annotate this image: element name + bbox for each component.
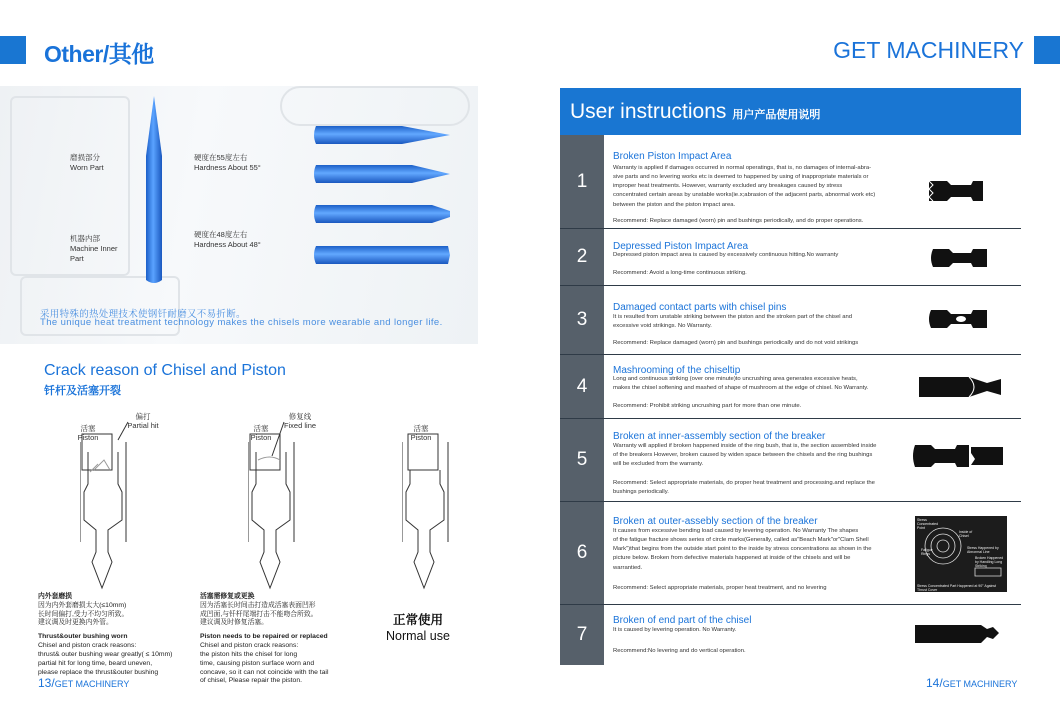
row-desc-line: Warranty is applied if damages occurred in normal operatings, that is, no damages of internal-abra- [613, 165, 872, 171]
heat-treatment-caption-cn: 采用特殊的热处理技术使钢钎耐磨又不易折断。 [40, 309, 246, 320]
row-desc-line: warrantied. [613, 564, 643, 571]
row-title: Broken at inner-assembly section of the breaker [613, 431, 826, 442]
row-recommendation: Recommend:No levering and do vertical operation. [613, 648, 746, 654]
note-en-title: Piston needs to be repaired or replaced [200, 633, 328, 641]
note-en-line: partial hit for long time, beard uneven, [38, 659, 153, 667]
inset-label: Stress Concentrated Point [917, 518, 939, 531]
chisel-image-flat [312, 201, 452, 227]
tag-en: Piston [77, 433, 99, 442]
piston-tag [404, 424, 438, 442]
instruction-row-2 [560, 229, 1021, 286]
crack-diagram-partial-hit [77, 412, 160, 597]
instruction-row-7 [560, 605, 1021, 665]
footer-brand: GET MACHINERY [942, 679, 1018, 689]
note-en-line: thrust& outer bushing wear greatly( ≤ 10mm) [38, 650, 173, 658]
row-desc-line: Long and continuous striking (over one minute)to uncrushing area generates excessive heats, [613, 376, 858, 382]
row-desc-line: will be excluded from the warranty. [613, 461, 704, 468]
footer-brand: GET MACHINERY [54, 679, 130, 689]
tag-en: Partial hit [127, 421, 159, 430]
inset-label: Stress Happened by Abnormal Line [967, 546, 999, 555]
heat-treatment-caption-en: The unique heat treatment technology makes the chisels more wearable and longer life. [40, 317, 443, 328]
row-desc-line: Mark")that begins from the outside start point to the inside by stress concentrations as shown in the [613, 546, 872, 553]
label-cn: 硬度在55度左右 [194, 153, 248, 162]
panel-title-cn: 用户产品使用说明 [732, 109, 821, 121]
row-desc-line: It is caused by levering operation. No Warranty. [613, 627, 737, 633]
callout-tag [278, 412, 322, 430]
row-desc-line: concentrated certain areas by unstable works(ie.x;abrasion of the adjacent parts, abnormal work etc) [613, 192, 876, 199]
crack-diagram-normal [402, 412, 482, 597]
note-en-line: please replace the thrust&outer bushing [38, 668, 159, 676]
note-piston-repair [200, 593, 360, 686]
row-number: 4 [560, 355, 604, 418]
tag-cn: 修复线 [288, 412, 312, 421]
right-page-footer [926, 676, 1017, 690]
row-title: Mashrooming of the chiseltip [613, 365, 741, 376]
label-en: Machine Inner Part [70, 244, 118, 264]
label-cn: 磨损部分 [70, 153, 100, 162]
normal-use-label [386, 613, 450, 644]
piston-tag [68, 424, 108, 442]
row-recommendation: Recommend: Select appropriate materials, proper heat treatment, and no levering [613, 585, 827, 591]
depressed-piston-icon [927, 243, 1007, 273]
note-cn-title: 内外套磨损 [38, 593, 72, 600]
note-thrust-bushing-worn [38, 593, 188, 677]
row-desc-line: It causes from excessive bending load caused by levering operation. No Warranty The shapes [613, 528, 859, 534]
label-hardness-55 [194, 153, 261, 173]
label-en: Hardness About 55° [194, 163, 261, 173]
normal-use-cn: 正常使用 [392, 613, 443, 627]
note-cn-line: 成凹面,与钎杆尾端打击不能吻合所致。 [200, 610, 318, 618]
row-number: 5 [560, 419, 604, 501]
row-desc-line: improper heat treatments. However, warranty excluded any breakages caused by stress [613, 183, 843, 190]
row-desc-line: makes the chisel softening and mashed of shape of mushroom at the edge of chisel. No Warranty. [613, 385, 869, 392]
chisel-image-moil [312, 122, 452, 148]
inset-label: Fatigue Rings [921, 548, 933, 557]
row-desc-line: Depressed piston impact area is caused by excessively continuous hitting.No warranty [613, 252, 839, 258]
left-page-tab [0, 36, 26, 64]
chisel-image-conical [312, 161, 452, 187]
row-desc-line: It is resulted from unstable striking between the piston and the stroken part of the chisel and [613, 314, 853, 320]
right-page-header: GET MACHINERY [833, 37, 1024, 63]
label-en: Worn Part [70, 163, 104, 173]
tag-cn: 活塞 [253, 424, 269, 433]
crack-section-subtitle: 钎杆及活塞开裂 [44, 385, 121, 397]
tag-en: Piston [250, 433, 272, 442]
row-recommendation: Recommend: Prohibit striking uncrushing part for more than one minute. [613, 403, 802, 409]
tall-chisel-image [134, 96, 174, 286]
row-number: 2 [560, 229, 604, 285]
instruction-row-6 [560, 502, 1021, 605]
page-number: 14/ [926, 676, 943, 690]
left-page-header: Other/其他 [44, 41, 154, 67]
row-desc-line: of the fatigue fracture shows series of circle marks(Generally, called as"Beach Mark"or"Clam Shell [613, 537, 869, 544]
row-recommendation: Recommend: Replace damaged (worn) pin and bushings periodically and do not void strikings [613, 340, 859, 346]
row-title: Broken at outer-assebly section of the breaker [613, 516, 818, 527]
panel-title-bar [560, 88, 1021, 135]
note-cn-line: 建议调及时更换内外管。 [38, 619, 113, 627]
row-desc-line: Warranty will applied if broken happened inside of the ring bush, that is, the section assembled inside [613, 443, 877, 449]
note-en-title: Thrust&outer bushing worn [38, 633, 128, 641]
mushroomed-chiseltip-icon [911, 371, 1007, 403]
crack-section-title: Crack reason of Chisel and Piston [44, 362, 286, 379]
row-desc-line: picture below. Broken from defective materials happened at inside of the chisels and will be [613, 555, 851, 562]
note-en-line: Chisel and piston crack reasons: [200, 642, 299, 650]
row-number: 3 [560, 286, 604, 354]
label-inner-part [70, 234, 128, 264]
row-title: Broken Piston Impact Area [613, 151, 732, 162]
left-page-footer [38, 676, 129, 690]
inset-label: Stress Concentrated Part Happened at 90° Against Thrust Cover [917, 584, 997, 593]
tag-cn: 活塞 [80, 424, 96, 433]
instruction-row-1 [560, 135, 1021, 229]
instruction-row-3 [560, 286, 1021, 355]
note-cn-line: 因为活塞长时间击打造成活塞表面凹形 [200, 601, 316, 609]
label-cn: 机器内部 [70, 234, 100, 243]
piston-tag [244, 424, 278, 442]
note-cn-line: 因为内外套磨损太大(≤10mm) [38, 601, 127, 609]
row-number: 6 [560, 502, 604, 604]
note-en-line: the piston hits the chisel for long [200, 650, 298, 658]
tag-cn: 偏打 [135, 412, 151, 421]
row-recommendation: Recommend: Select appropriate materials, do proper heat treatment and processing.and replace the bushings periodically. [613, 480, 875, 496]
tag-en: Piston [410, 433, 432, 442]
panel-title-en: User instructions [570, 99, 727, 123]
instruction-row-5 [560, 419, 1021, 502]
inset-label: Broken Happened by Handling Long Striking [975, 556, 1004, 569]
damaged-chisel-pin-icon [927, 304, 1007, 334]
note-en-line: of chisel, Please repair the piston. [200, 677, 303, 685]
chisel-image-blunt [312, 242, 452, 268]
row-desc-line: excessive void strikings. No Warranty. [613, 323, 712, 330]
label-en: Hardness About 48° [194, 240, 261, 250]
row-recommendation: Recommend: Avoid a long-time continuous striking. [613, 270, 747, 276]
note-cn-line: 建议调及时修复活塞。 [200, 619, 268, 627]
normal-use-en: Normal use [386, 628, 450, 643]
tag-en: Fixed line [283, 421, 317, 430]
page-number: 13/ [38, 676, 55, 690]
inset-label: Inside of Chisel [959, 530, 973, 539]
broken-piston-impact-icon [927, 175, 1007, 207]
row-title: Broken of end part of the chisel [613, 615, 752, 626]
callout-tag [118, 412, 168, 430]
crack-diagram-fixed-line [248, 412, 328, 597]
label-hardness-48 [194, 230, 261, 250]
row-recommendation: Recommend: Replace damaged (worn) pin and bushings periodically, and do proper operations. [613, 218, 864, 224]
note-cn-title: 活塞需修复或更换 [200, 593, 255, 600]
row-number: 7 [560, 605, 604, 665]
note-en-line: time, causing piston surface worn and [200, 659, 315, 667]
row-number: 1 [560, 135, 604, 228]
row-desc-line: of the breakers However, broken caused by widen space between the chisels and the ring bushings [613, 452, 873, 459]
row-desc-line: sive parts and no levering works etc is deemed to happened by using of inappropriate materials or [613, 174, 869, 181]
note-en-line: concave, so it can not coincide with the tail [200, 668, 329, 676]
user-instructions-panel [560, 88, 1021, 665]
row-desc-line: between the piston and the piston impact area. [613, 201, 736, 208]
row-title: Damaged contact parts with chisel pins [613, 302, 787, 313]
instruction-row-4 [560, 355, 1021, 419]
note-en-line: Chisel and piston crack reasons: [38, 642, 137, 650]
broken-end-chisel-icon [911, 619, 1007, 649]
note-cn-line: 长时间偏打,受力不均匀所致。 [38, 610, 129, 618]
row-title: Depressed Piston Impact Area [613, 241, 749, 252]
label-worn-part [70, 153, 104, 173]
fatigue-fracture-inset [915, 516, 1007, 592]
right-page-tab [1034, 36, 1060, 64]
label-cn: 硬度在48度左右 [194, 230, 248, 239]
inner-assembly-break-icon [911, 439, 1007, 473]
tag-cn: 活塞 [413, 424, 429, 433]
